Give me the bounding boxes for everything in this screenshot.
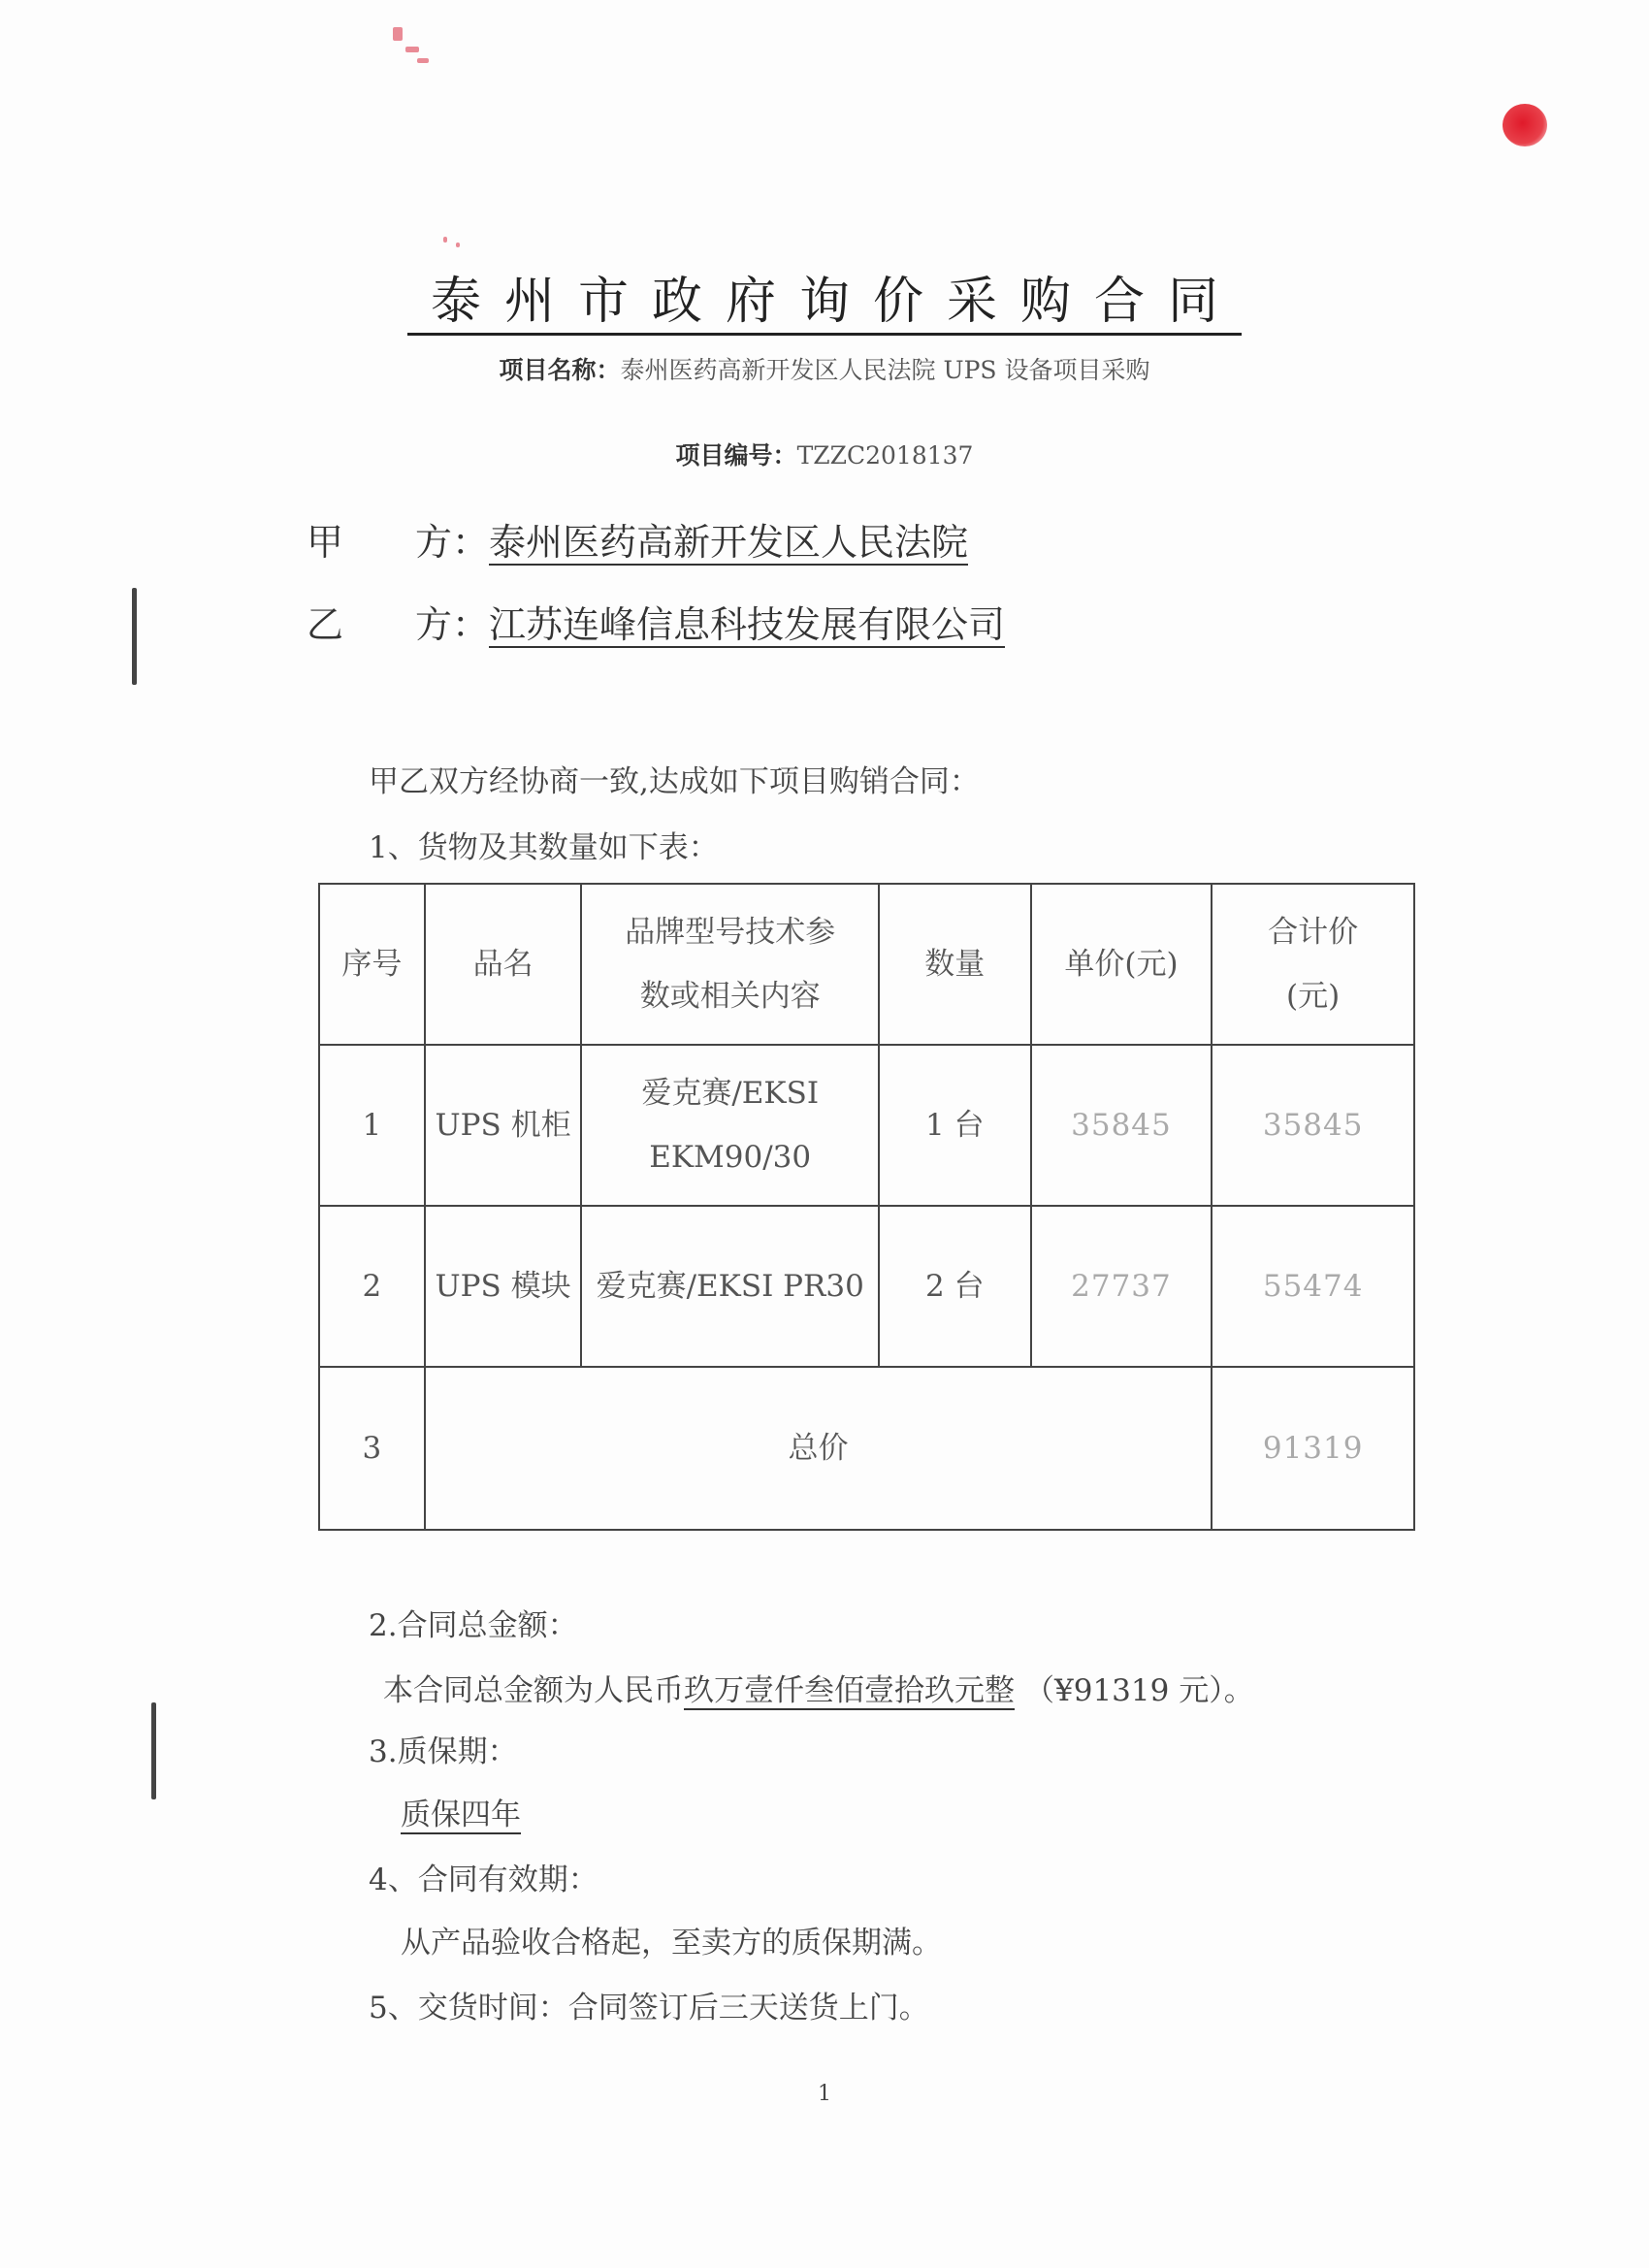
- section-2-heading: 2.合同总金额：: [369, 1608, 578, 1643]
- cell-grand-total: 91319: [1212, 1367, 1414, 1530]
- table-row: [319, 1045, 1414, 1206]
- party-b-name: 江苏连峰信息科技发展有限公司: [489, 603, 1006, 646]
- cell-qty: 1 台: [879, 1045, 1031, 1206]
- project-name-value: 泰州医药高新开发区人民法院 UPS 设备项目采购: [620, 356, 1150, 384]
- project-code-line: [0, 437, 1649, 471]
- party-a-key: 甲: [307, 521, 344, 564]
- red-ink-fleck: [393, 27, 403, 41]
- project-name-line: [0, 351, 1649, 386]
- party-a-name: 泰州医药高新开发区人民法院: [489, 521, 969, 564]
- table-header-row: [319, 884, 1414, 1045]
- party-b-colon: 方：: [415, 603, 490, 646]
- warranty-period: 质保四年: [401, 1798, 521, 1832]
- section-3-body: [401, 1790, 521, 1833]
- amount-prefix: 本合同总金额为人民币: [383, 1673, 684, 1708]
- party-b-key: 乙: [307, 603, 344, 646]
- header-name: 品名: [425, 884, 582, 1045]
- red-ink-fleck: [456, 243, 460, 247]
- contract-title: 泰州市政府询价采购合同: [0, 260, 1649, 333]
- header-seq: 序号: [319, 884, 425, 1045]
- binder-hole-mark: [132, 588, 137, 685]
- cell-spec: 爱克赛/EKSI EKM90/30: [581, 1045, 879, 1206]
- cell-unit-price: 27737: [1031, 1206, 1212, 1367]
- party-a-colon: 方：: [415, 521, 490, 564]
- red-ink-spot: [1503, 104, 1547, 146]
- header-total: 合计价 (元): [1212, 884, 1414, 1045]
- cell-spec: 爱克赛/EKSI PR30: [581, 1206, 879, 1367]
- page-number: 1: [818, 2082, 831, 2106]
- cell-qty: 2 台: [879, 1206, 1031, 1367]
- header-spec: 品牌型号技术参 数或相关内容: [581, 884, 879, 1045]
- section-3-heading: 3.质保期：: [369, 1734, 518, 1769]
- cell-total: 35845: [1212, 1045, 1414, 1206]
- cell-seq: 2: [319, 1206, 425, 1367]
- project-code-value: TZZC2018137: [796, 441, 974, 470]
- intro-text: 甲乙双方经协商一致,达成如下项目购销合同：: [369, 764, 980, 799]
- header-unit-price: 单价(元): [1031, 884, 1212, 1045]
- section-5-text: 5、交货时间：合同签订后三天送货上门。: [369, 1991, 929, 2025]
- cell-total: 55474: [1212, 1206, 1414, 1367]
- party-a: [307, 512, 968, 566]
- project-name-label: 项目名称：: [499, 356, 621, 384]
- cell-seq: 3: [319, 1367, 425, 1530]
- section-4-body: 从产品验收合格起，至卖方的质保期满。: [401, 1926, 942, 1960]
- goods-table: [318, 883, 1415, 1531]
- amount-in-words: 玖万壹仟叁佰壹拾玖元整: [684, 1673, 1015, 1708]
- section-4-heading: 4、合同有效期：: [369, 1863, 598, 1897]
- cell-name: UPS 机柜: [425, 1045, 582, 1206]
- cell-name: UPS 模块: [425, 1206, 582, 1367]
- binder-hole-mark: [151, 1702, 156, 1799]
- cell-seq: 1: [319, 1045, 425, 1206]
- red-ink-fleck: [443, 237, 447, 243]
- table-total-row: [319, 1367, 1414, 1530]
- table-row: [319, 1206, 1414, 1367]
- section-2-body: [383, 1666, 1254, 1709]
- section-1-heading: 1、货物及其数量如下表：: [369, 830, 719, 865]
- amount-in-figures: （¥91319 元）。: [1024, 1673, 1254, 1708]
- header-qty: 数量: [879, 884, 1031, 1045]
- project-code-label: 项目编号：: [675, 441, 797, 470]
- cell-unit-price: 35845: [1031, 1045, 1212, 1206]
- red-ink-fleck: [405, 47, 419, 52]
- party-b: [307, 595, 1005, 648]
- cell-total-label: 总价: [425, 1367, 1212, 1530]
- red-ink-fleck: [417, 58, 429, 63]
